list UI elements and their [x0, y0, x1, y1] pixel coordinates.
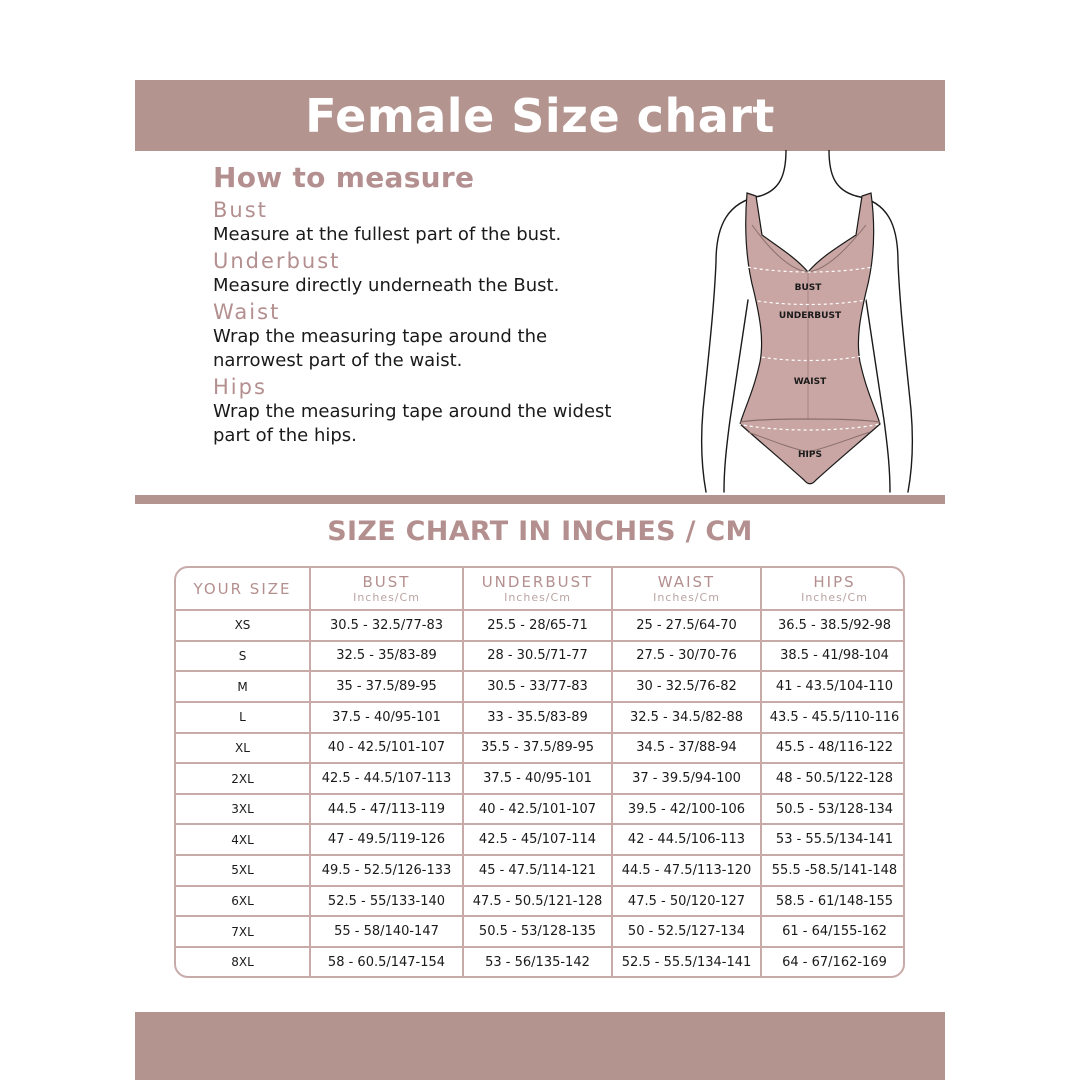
- header-unit: Inches/Cm: [653, 590, 720, 604]
- header-bust: [310, 568, 463, 610]
- cell-underbust: 42.5 - 45/107-114: [463, 824, 612, 855]
- cell-hips: 53 - 55.5/134-141: [761, 824, 905, 855]
- table-row: [176, 947, 905, 976]
- hips-label: Hips: [213, 375, 267, 399]
- cell-hips: 64 - 67/162-169: [782, 954, 887, 970]
- cell-size: 8XL: [176, 947, 310, 976]
- cell-underbust: 30.5 - 33/77-83: [463, 671, 612, 702]
- cell-bust: 52.5 - 55/133-140: [310, 886, 463, 917]
- figure-label-underbust: UNDERBUST: [778, 311, 842, 321]
- cell-size: 4XL: [176, 824, 310, 855]
- cell-underbust: 53 - 56/135-142: [463, 947, 612, 976]
- cell-bust: 55 - 58/140-147: [310, 916, 463, 947]
- header-waist: [612, 568, 761, 610]
- cell-waist: 37 - 39.5/94-100: [612, 763, 761, 794]
- header-unit: Inches/Cm: [353, 590, 420, 604]
- cell-waist: 47.5 - 50/120-127: [612, 886, 761, 917]
- cell-underbust: 33 - 35.5/83-89: [463, 702, 612, 733]
- table-row: [176, 641, 905, 672]
- hips-instruction: Wrap the measuring tape around the widest part of the hips.: [213, 401, 612, 446]
- bust-label: Bust: [213, 198, 268, 222]
- cell-hips: 38.5 - 41/98-104: [761, 641, 905, 672]
- table-row: [176, 916, 905, 947]
- header-unit: Inches/Cm: [801, 590, 868, 604]
- footer-banner: [135, 1012, 945, 1080]
- cell-hips: 41 - 43.5/104-110: [761, 671, 905, 702]
- cell-bust: 40 - 42.5/101-107: [310, 733, 463, 764]
- table-row: [176, 733, 905, 764]
- table-row: [176, 702, 905, 733]
- page-title: Female Size chart: [305, 88, 775, 143]
- cell-waist: 42 - 44.5/106-113: [612, 824, 761, 855]
- cell-size: XS: [176, 610, 310, 641]
- table-row: [176, 855, 905, 886]
- table-row: [176, 824, 905, 855]
- cell-underbust: 47.5 - 50.5/121-128: [463, 886, 612, 917]
- cell-hips: 58.5 - 61/148-155: [761, 886, 905, 917]
- cell-waist: 50 - 52.5/127-134: [612, 916, 761, 947]
- section-divider: [135, 495, 945, 504]
- cell-underbust: 37.5 - 40/95-101: [463, 763, 612, 794]
- cell-hips: 55.5 -58.5/141-148: [761, 855, 905, 886]
- bust-instruction: Measure at the fullest part of the bust.: [213, 224, 562, 245]
- cell-underbust: 50.5 - 53/128-135: [463, 916, 612, 947]
- underbust-label: Underbust: [213, 249, 341, 273]
- title-banner: [135, 80, 945, 151]
- cell-bust: 49.5 - 52.5/126-133: [310, 855, 463, 886]
- cell-underbust: 28 - 30.5/71-77: [463, 641, 612, 672]
- cell-hips: 43.5 - 45.5/110-116: [761, 702, 905, 733]
- cell-bust: 44.5 - 47/113-119: [310, 794, 463, 825]
- header-name: HIPS: [813, 572, 856, 591]
- cell-hips: 45.5 - 48/116-122: [761, 733, 905, 764]
- cell-hips: 48 - 50.5/122-128: [761, 763, 905, 794]
- waist-instruction: Wrap the measuring tape around the narrowest part of the waist.: [213, 326, 548, 371]
- header-your-size: YOUR SIZE: [176, 568, 310, 610]
- cell-bust: 35 - 37.5/89-95: [310, 671, 463, 702]
- cell-size: 2XL: [176, 763, 310, 794]
- cell-bust: 47 - 49.5/119-126: [310, 824, 463, 855]
- cell-size: XL: [176, 733, 310, 764]
- table-row: [176, 610, 905, 641]
- figure-label-bust: BUST: [794, 283, 822, 293]
- cell-bust: 32.5 - 35/83-89: [310, 641, 463, 672]
- cell-bust: 58 - 60.5/147-154: [310, 947, 463, 976]
- table-row: [176, 763, 905, 794]
- header-name: BUST: [362, 572, 411, 591]
- cell-size: 7XL: [176, 916, 310, 947]
- cell-waist: 25 - 27.5/64-70: [612, 610, 761, 641]
- size-table-container: [174, 566, 905, 978]
- cell-bust: 37.5 - 40/95-101: [310, 702, 463, 733]
- cell-size: S: [176, 641, 310, 672]
- body-figure-illustration: [690, 150, 920, 498]
- table-row: [176, 794, 905, 825]
- cell-hips: 50.5 - 53/128-134: [761, 794, 905, 825]
- waist-label: Waist: [213, 300, 281, 324]
- cell-waist: 27.5 - 30/70-76: [612, 641, 761, 672]
- cell-size: 5XL: [176, 855, 310, 886]
- header-hips: [761, 568, 905, 610]
- cell-waist: 32.5 - 34.5/82-88: [612, 702, 761, 733]
- size-table: [176, 568, 905, 976]
- table-header-row: [176, 568, 905, 610]
- cell-waist: 44.5 - 47.5/113-120: [612, 855, 761, 886]
- header-underbust: [463, 568, 612, 610]
- underbust-instruction: Measure directly underneath the Bust.: [213, 275, 560, 296]
- figure-label-waist: WAIST: [793, 377, 827, 387]
- header-name: UNDERBUST: [481, 572, 594, 591]
- how-to-measure-heading: How to measure: [213, 161, 475, 194]
- how-to-measure-section: [213, 160, 633, 448]
- cell-hips: 36.5 - 38.5/92-98: [761, 610, 905, 641]
- cell-waist: 30 - 32.5/76-82: [612, 671, 761, 702]
- header-unit: Inches/Cm: [504, 590, 571, 604]
- cell-size: 6XL: [176, 886, 310, 917]
- cell-hips: 61 - 64/155-162: [761, 916, 905, 947]
- table-row: [176, 886, 905, 917]
- cell-underbust: 25.5 - 28/65-71: [463, 610, 612, 641]
- cell-waist: 39.5 - 42/100-106: [612, 794, 761, 825]
- cell-underbust: 35.5 - 37.5/89-95: [463, 733, 612, 764]
- cell-size: M: [176, 671, 310, 702]
- header-name: WAIST: [657, 572, 716, 591]
- cell-size: L: [176, 702, 310, 733]
- cell-underbust: 45 - 47.5/114-121: [463, 855, 612, 886]
- cell-bust: 42.5 - 44.5/107-113: [310, 763, 463, 794]
- cell-size: 3XL: [176, 794, 310, 825]
- figure-label-hips: HIPS: [798, 450, 822, 460]
- cell-bust: 30.5 - 32.5/77-83: [310, 610, 463, 641]
- cell-waist: 52.5 - 55.5/134-141: [612, 947, 761, 976]
- size-chart-title: SIZE CHART IN INCHES / CM: [327, 516, 753, 547]
- cell-waist: 34.5 - 37/88-94: [612, 733, 761, 764]
- table-row: [176, 671, 905, 702]
- cell-underbust: 40 - 42.5/101-107: [463, 794, 612, 825]
